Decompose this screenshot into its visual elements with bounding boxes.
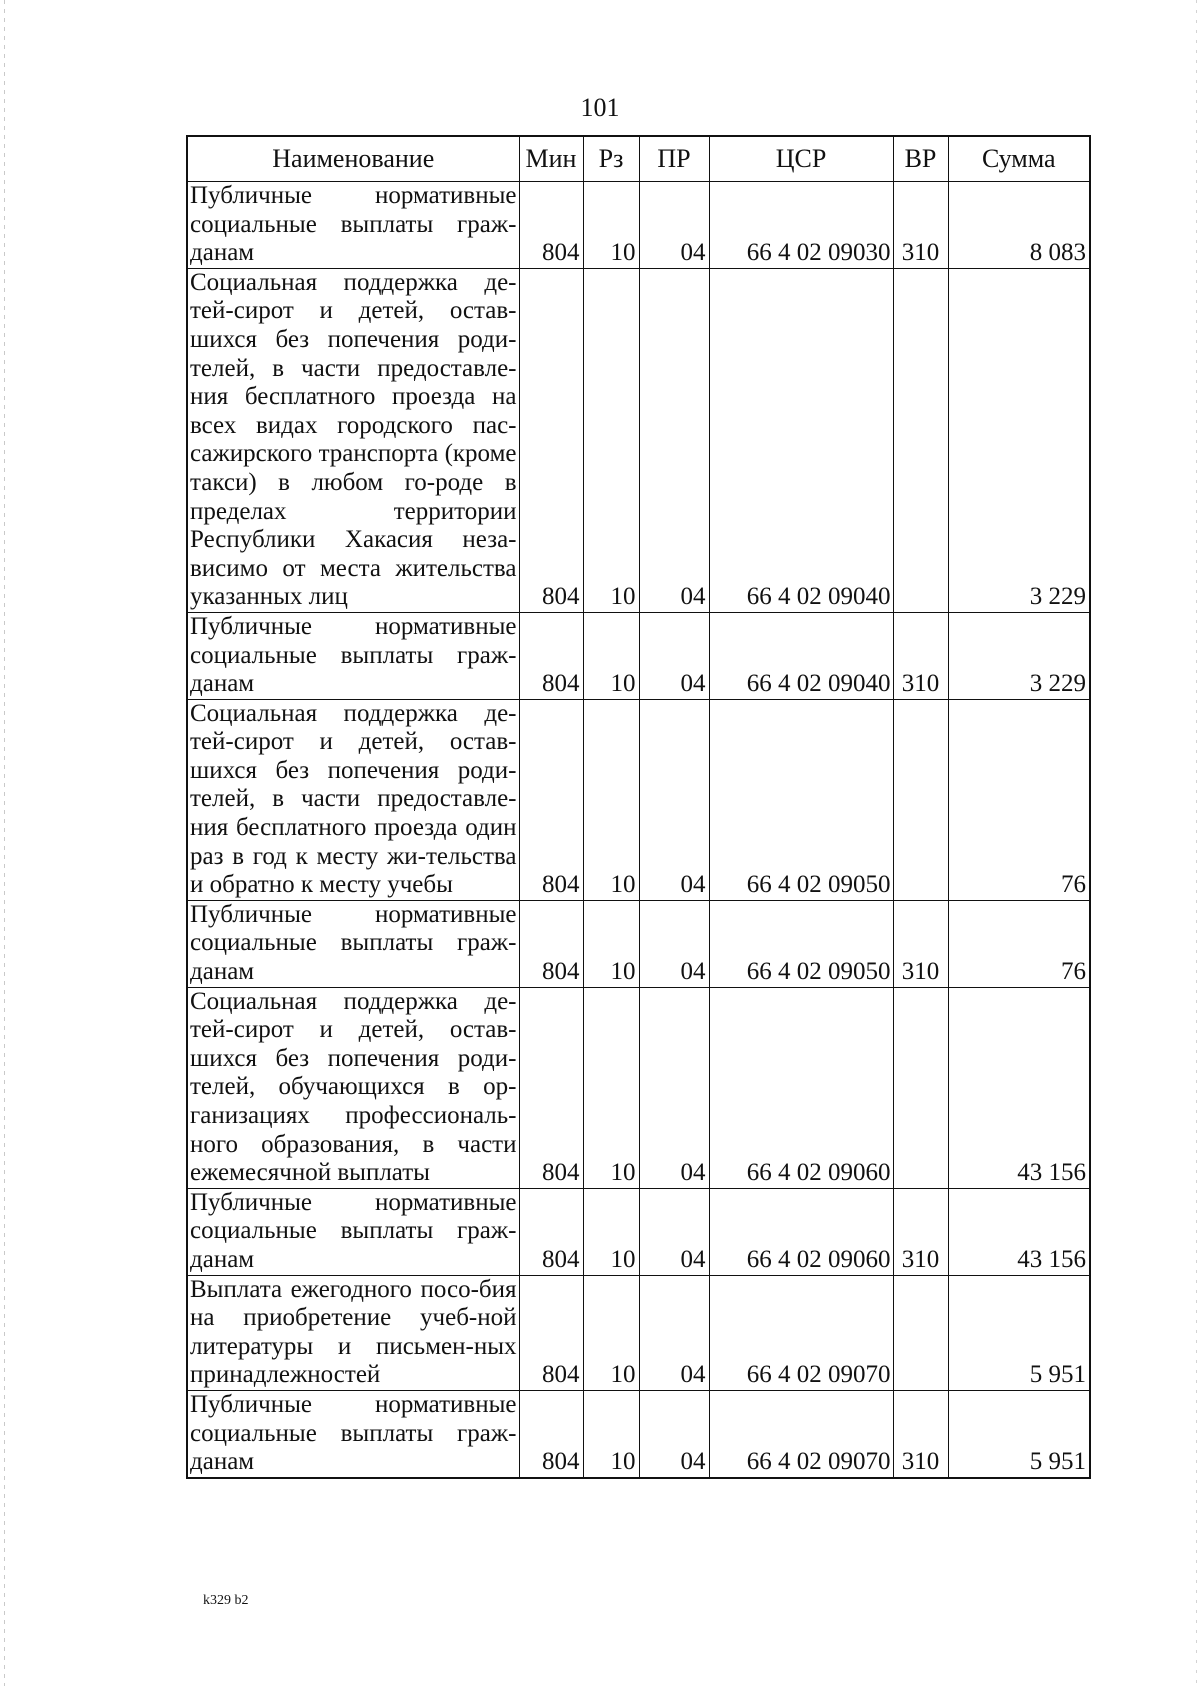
cell-vr: 310 [893, 182, 948, 269]
scan-edge-right [1196, 0, 1197, 1686]
cell-csr: 66 4 02 09030 [709, 182, 893, 269]
cell-vr: 310 [893, 900, 948, 987]
table-row [187, 612, 1090, 699]
table-row [187, 699, 1090, 900]
cell-min: 804 [519, 182, 583, 269]
cell-vr: 310 [893, 1188, 948, 1275]
cell-pr: 04 [639, 987, 709, 1188]
cell-rz: 10 [583, 987, 639, 1188]
cell-min: 804 [519, 987, 583, 1188]
table-row [187, 1188, 1090, 1275]
cell-csr: 66 4 02 09040 [709, 612, 893, 699]
cell-sum: 8 083 [948, 182, 1090, 269]
page-number: 101 [580, 93, 620, 122]
cell-vr: 310 [893, 1390, 948, 1477]
cell-name: Социальная поддержка де-тей-сирот и детей, остав-шихся без попечения роди-телей, в части предоставле-ния бесплатного проезда один раз в год к месту жи-тельства и обратно к месту учебы [187, 699, 519, 900]
cell-min: 804 [519, 612, 583, 699]
header-min: Мин [519, 136, 583, 182]
table-row [187, 1390, 1090, 1477]
cell-pr: 04 [639, 612, 709, 699]
cell-pr: 04 [639, 1275, 709, 1390]
header-sum: Сумма [948, 136, 1090, 182]
cell-min: 804 [519, 900, 583, 987]
budget-table [186, 135, 1091, 1479]
footer-document-code: k329 b2 [203, 1593, 249, 1608]
cell-sum: 43 156 [948, 987, 1090, 1188]
cell-name: Социальная поддержка де-тей-сирот и детей, остав-шихся без попечения роди-телей, в части предоставле-ния бесплатного проезда на всех видах городского пас-сажирского транспорта (кроме такси) в любом го-роде в пределах территории Республики Хакасия неза-висимо от места жительства указанных лиц [187, 268, 519, 612]
cell-name: Публичные нормативные социальные выплаты граж-данам [187, 900, 519, 987]
header-name: Наименование [187, 136, 519, 182]
cell-name: Социальная поддержка де-тей-сирот и детей, остав-шихся без попечения роди-телей, обучающихся в ор-ганизациях профессиональ-ного образования, в части ежемесячной выплаты [187, 987, 519, 1188]
cell-pr: 04 [639, 268, 709, 612]
cell-csr: 66 4 02 09040 [709, 268, 893, 612]
cell-sum: 3 229 [948, 268, 1090, 612]
cell-rz: 10 [583, 182, 639, 269]
cell-vr: 310 [893, 612, 948, 699]
cell-csr: 66 4 02 09070 [709, 1275, 893, 1390]
cell-pr: 04 [639, 1390, 709, 1477]
cell-pr: 04 [639, 699, 709, 900]
header-rz: Рз [583, 136, 639, 182]
cell-vr [893, 268, 948, 612]
cell-pr: 04 [639, 182, 709, 269]
cell-name: Публичные нормативные социальные выплаты граж-данам [187, 612, 519, 699]
table-row [187, 268, 1090, 612]
cell-min: 804 [519, 699, 583, 900]
cell-name: Публичные нормативные социальные выплаты граж-данам [187, 1390, 519, 1477]
cell-vr [893, 1275, 948, 1390]
cell-vr [893, 699, 948, 900]
cell-csr: 66 4 02 09050 [709, 900, 893, 987]
cell-sum: 76 [948, 699, 1090, 900]
cell-pr: 04 [639, 1188, 709, 1275]
cell-pr: 04 [639, 900, 709, 987]
table-row [187, 900, 1090, 987]
cell-rz: 10 [583, 900, 639, 987]
cell-csr: 66 4 02 09060 [709, 1188, 893, 1275]
header-pr: ПР [639, 136, 709, 182]
cell-sum: 76 [948, 900, 1090, 987]
header-row [187, 136, 1090, 182]
cell-rz: 10 [583, 612, 639, 699]
cell-csr: 66 4 02 09060 [709, 987, 893, 1188]
cell-rz: 10 [583, 1390, 639, 1477]
cell-min: 804 [519, 1275, 583, 1390]
table-row [187, 1275, 1090, 1390]
table-row [187, 182, 1090, 269]
cell-csr: 66 4 02 09070 [709, 1390, 893, 1477]
cell-sum: 3 229 [948, 612, 1090, 699]
header-csr: ЦСР [709, 136, 893, 182]
cell-min: 804 [519, 268, 583, 612]
cell-name: Публичные нормативные социальные выплаты граж-данам [187, 1188, 519, 1275]
header-vr: ВР [893, 136, 948, 182]
cell-vr [893, 987, 948, 1188]
cell-csr: 66 4 02 09050 [709, 699, 893, 900]
cell-sum: 5 951 [948, 1275, 1090, 1390]
cell-min: 804 [519, 1188, 583, 1275]
cell-rz: 10 [583, 699, 639, 900]
cell-rz: 10 [583, 268, 639, 612]
cell-name: Выплата ежегодного посо-бия на приобретение учеб-ной литературы и письмен-ных принадлежностей [187, 1275, 519, 1390]
cell-rz: 10 [583, 1275, 639, 1390]
cell-min: 804 [519, 1390, 583, 1477]
cell-rz: 10 [583, 1188, 639, 1275]
scan-edge-left [4, 0, 5, 1686]
cell-sum: 43 156 [948, 1188, 1090, 1275]
table-row [187, 987, 1090, 1188]
cell-sum: 5 951 [948, 1390, 1090, 1477]
cell-name: Публичные нормативные социальные выплаты граж-данам [187, 182, 519, 269]
